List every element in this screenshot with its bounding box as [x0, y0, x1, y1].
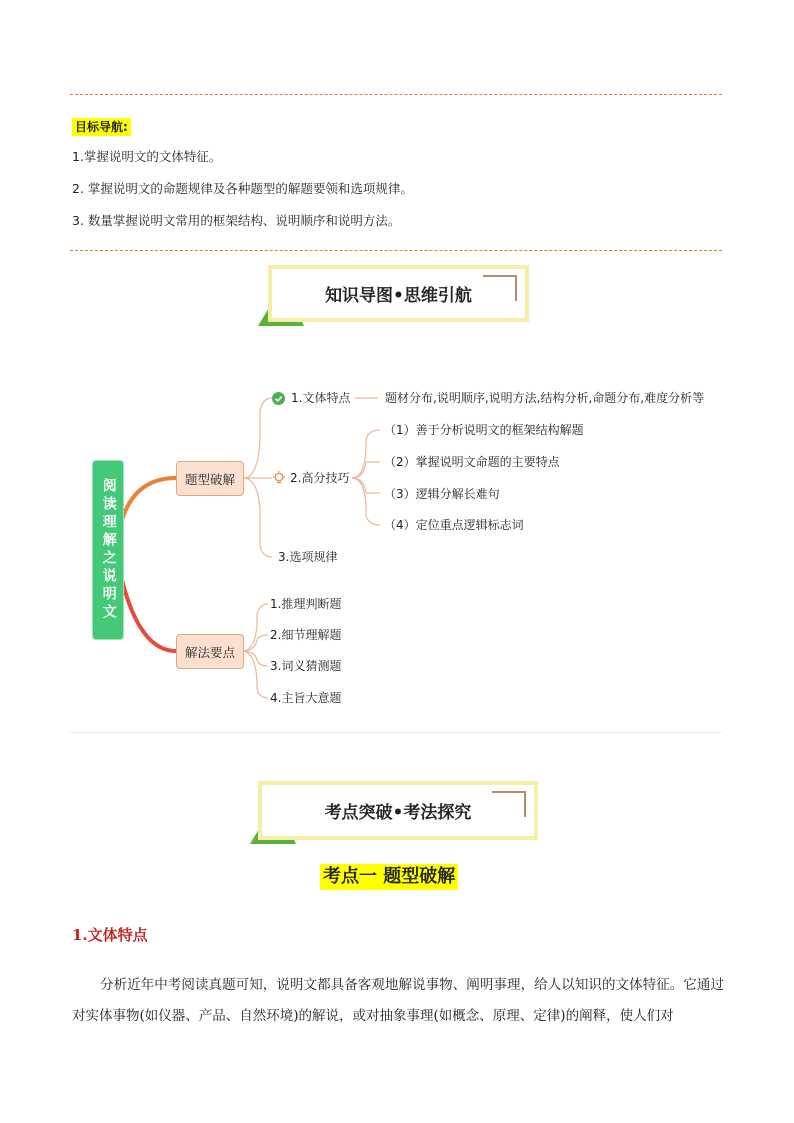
mm-item-style-features-desc: 题材分布,说明顺序,说明方法,结构分析,命题分布,难度分析等	[385, 391, 705, 405]
mm-item-option-rules: 3.选项规律	[278, 550, 338, 564]
banner-mindmap-title: 知识导图•思维引航	[325, 286, 472, 306]
branch-question-types-label: 题型破解	[184, 471, 235, 487]
mindmap-branch-solution-points	[176, 634, 244, 669]
mm-tip-4: （4）定位重点逻辑标志词	[384, 518, 524, 532]
section-separator	[70, 732, 722, 733]
mm-tip-1: （1）善于分析说明文的框架结构解题	[384, 423, 584, 437]
check-circle-icon	[272, 392, 285, 405]
branch-solution-points-label: 解法要点	[184, 644, 235, 660]
body-paragraph: 分析近年中考阅读真题可知，说明文都具备客观地解说事物、阐明事理，给人以知识的文体特征。它通过对实体事物(如仪器、产品、自然环境)的解说，或对抽象事理(如概念、原理、定律)的阐释，使人们对	[72, 977, 724, 1024]
mindmap-branch-question-types	[176, 461, 244, 496]
mm-item-inference: 1.推理判断题	[270, 597, 342, 611]
lightbulb-icon	[273, 471, 285, 485]
mm-item-high-score-tips: 2.高分技巧	[290, 471, 350, 485]
mm-item-detail: 2.细节理解题	[270, 628, 342, 642]
mindmap-root-label: 阅读理解之说明文	[100, 478, 117, 622]
mm-item-style-features: 1.文体特点	[291, 391, 351, 405]
exam-point-title: 考点一 题型破解	[320, 864, 458, 890]
mm-tip-3: （3）逻辑分解长难句	[384, 487, 500, 501]
mm-item-word-meaning: 3.词义猜测题	[270, 659, 342, 673]
mm-tip-2: （2）掌握说明文命题的主要特点	[384, 455, 560, 469]
section-heading: 1.文体特点	[72, 926, 148, 944]
goal-item-1: 1.掌握说明文的文体特征。	[72, 149, 222, 164]
banner-exam-points	[258, 781, 538, 840]
goals-label: 目标导航:	[72, 118, 131, 136]
banner-exam-points-title: 考点突破•考法探究	[324, 803, 472, 823]
goal-item-3: 3. 数量掌握说明文常用的框架结构、说明顺序和说明方法。	[72, 213, 401, 228]
goal-item-2: 2. 掌握说明文的命题规律及各种题型的解题要领和选项规律。	[72, 181, 413, 196]
mindmap-root	[92, 460, 124, 640]
mm-item-main-idea: 4.主旨大意题	[270, 691, 342, 705]
